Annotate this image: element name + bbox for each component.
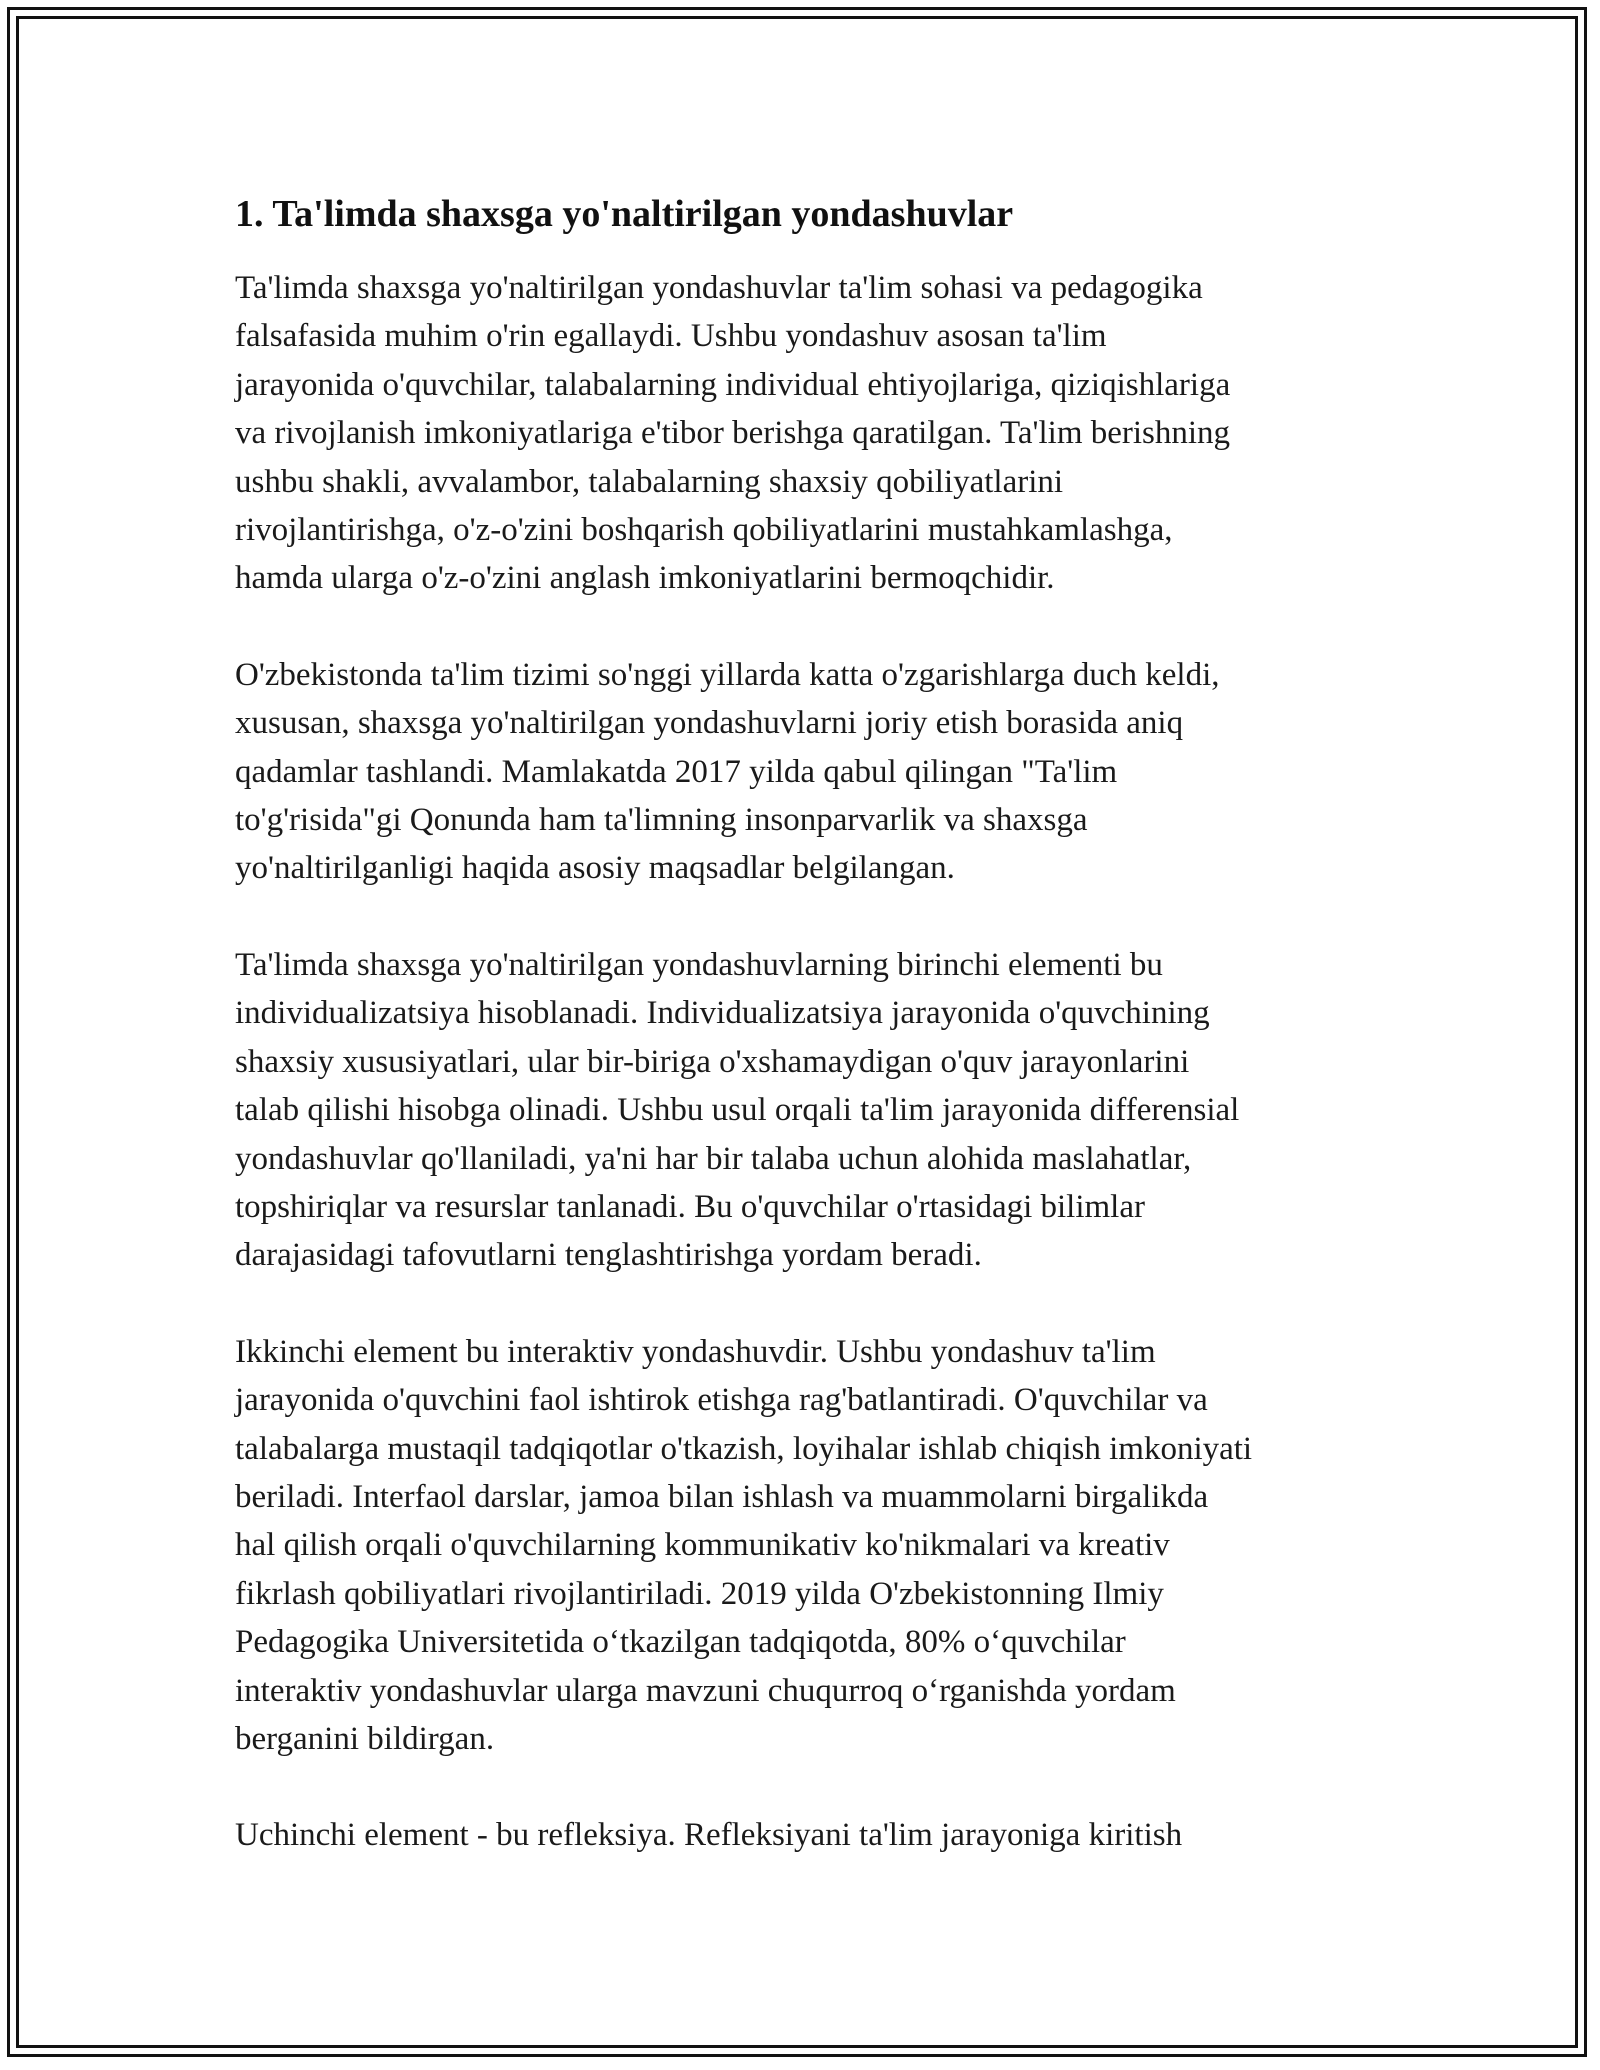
paragraph-2: O'zbekistonda ta'lim tizimi so'nggi yillarda katta o'zgarishlarga duch keldi, xususan, shaxsga yo'naltirilgan yondashuvlarni joriy etish borasida aniq qadamlar tashlandi. Mamlakatda 2017 yilda qabul qilingan "Ta'lim to'g'risida"gi Qonunda ham ta'limning insonparvarlik va shaxsga yo'naltirilganligi haqida asosiy maqsadlar belgilangan. <box>235 656 1220 887</box>
paragraph-3: Ta'limda shaxsga yo'naltirilgan yondashuvlarning birinchi elementi bu individualizatsiya hisoblanadi. Individualizatsiya jarayonida o'quvchining shaxsiy xususiyatlari, ular bir-biriga o'xshamaydigan o'quv jarayonlarini talab qilishi hisobga olinadi. Ushbu usul orqali ta'lim jarayonida differensial yondashuvlar qo'llaniladi, ya'ni har bir talaba uchun alohida maslahatlar, topshiriqlar va resurslar tanlanadi. Bu o'quvchilar o'rtasidagi bilimlar darajasidagi tafovutlarni tenglashtirishga yordam beradi. <box>235 946 1240 1274</box>
document-body <box>235 186 1385 1908</box>
paragraph-5: Uchinchi element - bu refleksiya. Refleksiyani ta'lim jarayoniga kiritish <box>235 1817 1183 1854</box>
paragraph-1: Ta'limda shaxsga yo'naltirilgan yondashuvlar ta'lim sohasi va pedagogika falsafasida muhim o'rin egallaydi. Ushbu yondashuv asosan ta'lim jarayonida o'quvchilar, talabalarning individual ehtiyojlariga, qiziqishlariga va rivojlanish imkoniyatlariga e'tibor berishga qaratilgan. Ta'lim berishning ushbu shakli, avvalambor, talabalarning shaxsiy qobiliyatlarini rivojlantirishga, o'z-o'zini boshqarish qobiliyatlarini mustahkamlashga, hamda ularga o'z-o'zini anglash imkoniyatlarini bermoqchidir. <box>235 270 1231 597</box>
section-heading: 1. Ta'limda shaxsga yo'naltirilgan yondashuvlar <box>235 193 1014 235</box>
paragraph-4: Ikkinchi element bu interaktiv yondashuvdir. Ushbu yondashuv ta'lim jarayonida o'quvchini faol ishtirok etishga rag'batlantiradi. O'quvchilar va talabalarga mustaqil tadqiqotlar o'tkazish, loyihalar ishlab chiqish imkoniyati beriladi. Interfaol darslar, jamoa bilan ishlash va muammolarni birgalikda hal qilish orqali o'quvchilarning kommunikativ ko'nikmalari va kreativ fikrlash qobiliyatlari rivojlantiriladi. 2019 yilda O'zbekistonning Ilmiy Pedagogika Universitetida o‘tkazilgan tadqiqotda, 80% o‘quvchilar interaktiv yondashuvlar ularga mavzuni chuqurroq o‘rganishda yordam berganini bildirgan. <box>235 1333 1253 1757</box>
